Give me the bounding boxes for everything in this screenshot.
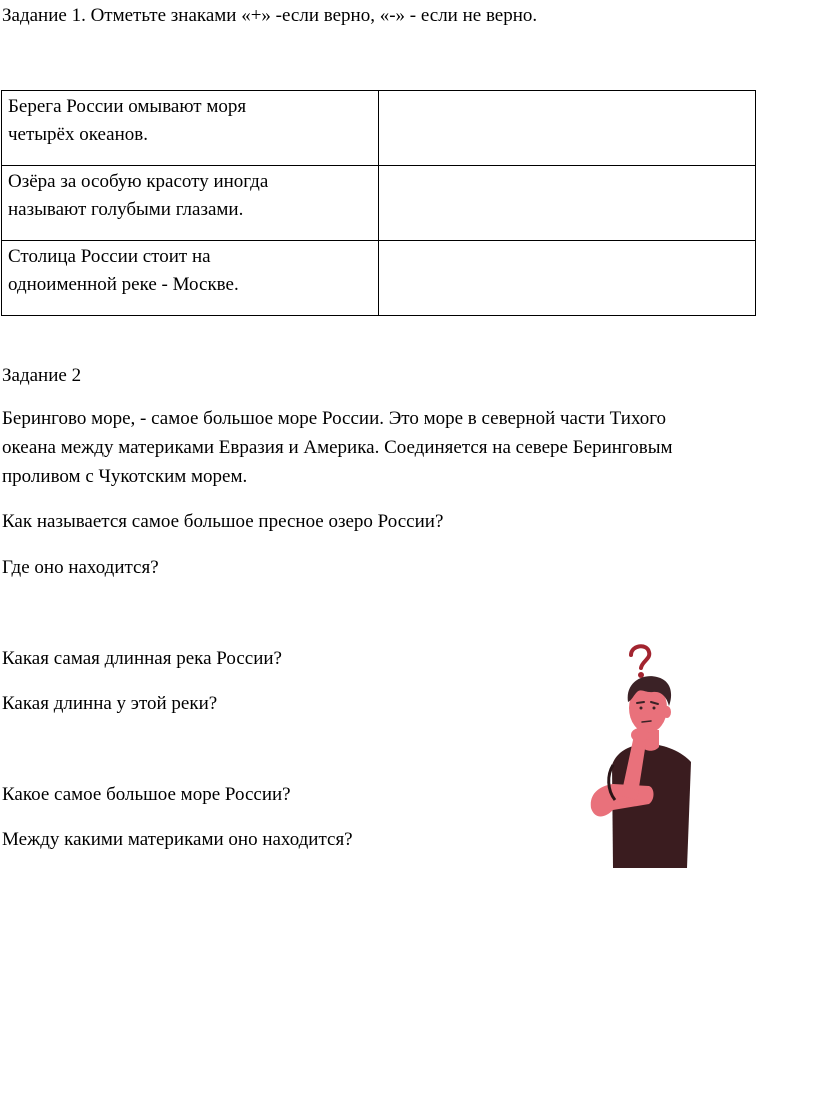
question-largest-sea: Какое самое большое море России? — [2, 784, 291, 805]
question-largest-lake: Как называется самое большое пресное озеро России? — [2, 511, 444, 532]
table-row — [2, 166, 756, 241]
paragraph-line: океана между материками Евразия и Америка. Соединяется на севере Беринговым — [2, 437, 673, 458]
paragraph-line: Берингово море, - самое большое море России. Это море в северной части Тихого — [2, 408, 667, 429]
true-false-table — [1, 90, 756, 316]
task2-paragraph — [2, 404, 802, 491]
statement-line: называют голубыми глазами. — [8, 199, 244, 220]
question-longest-river: Какая самая длинная река России? — [2, 648, 282, 669]
paragraph-line: проливом с Чукотским морем. — [2, 466, 248, 487]
statement-line: Берега России омывают моря — [8, 96, 247, 117]
statement-line: Озёра за особую красоту иногда — [8, 171, 269, 192]
statement-line: четырёх океанов. — [8, 124, 148, 145]
statement-cell — [2, 166, 379, 241]
statement-cell — [2, 91, 379, 166]
statement-cell — [2, 241, 379, 316]
question-lake-location: Где оно находится? — [2, 557, 159, 578]
answer-cell[interactable] — [379, 166, 756, 241]
answer-cell[interactable] — [379, 241, 756, 316]
task1-heading: Задание 1. Отметьте знаками «+» -если верно, «-» - если не верно. — [2, 5, 538, 26]
answer-cell[interactable] — [379, 91, 756, 166]
statement-line: одноименной реке - Москве. — [8, 274, 239, 295]
question-sea-continents: Между какими материками оно находится? — [2, 829, 353, 850]
table-row — [2, 241, 756, 316]
statement-line: Столица России стоит на — [8, 246, 211, 267]
thinking-person-question-mark-icon — [585, 640, 700, 870]
question-river-length: Какая длинна у этой реки? — [2, 693, 218, 714]
task2-heading: Задание 2 — [2, 365, 82, 386]
table-row — [2, 91, 756, 166]
